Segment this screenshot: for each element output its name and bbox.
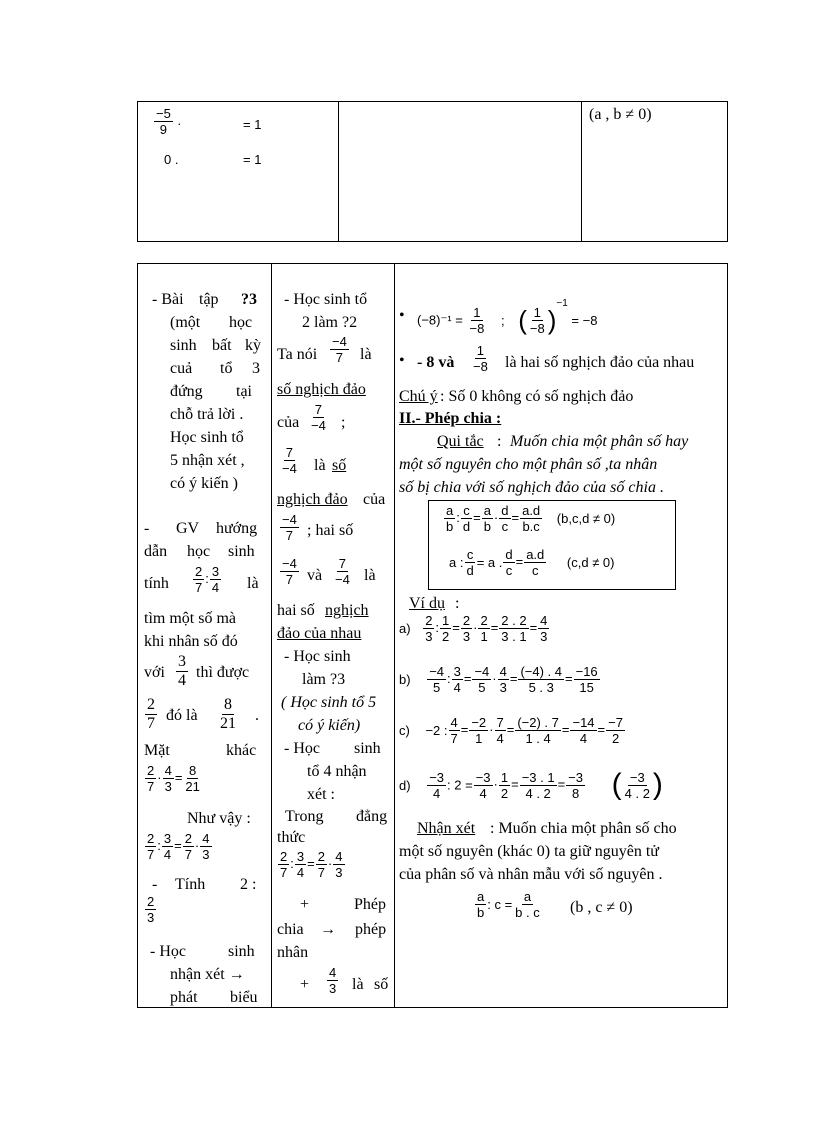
- example-b: b) $\frac{-4}{5}$ : $\frac{3}{4}$ = $\frac{-4}{5}$ · $\frac{4}{3}$ = $\frac{(-4) . 4}{5 . 3}$ = $\frac{-16}{15}$: [399, 664, 598, 695]
- top-eq2-lhs: 0 .: [164, 152, 179, 167]
- example-c: c) −2 : $\frac{4}{7}$ = $\frac{-2}{1}$ · $\frac{7}{4}$ = $\frac{(-2) . 7}{1 . 4}$ = $\frac{-14}{4}$ = $\frac{-7}{2}$: [399, 715, 623, 746]
- final-formula: $\frac{a}{b}$ : c = $\frac{a}{b . c}$: [477, 889, 540, 920]
- rule-formula-2: a : $\frac{c}{d}$ = a . $\frac{d}{c}$ = $\frac{a.d}{c}$ (c,d ≠ 0): [449, 547, 615, 578]
- example-d: d) $\frac{-3}{4}$ : 2 = $\frac{-3}{4}$ · $\frac{1}{2}$ = $\frac{-3 . 1}{4 . 2}$ = $\frac{-3}{8}$ ( $\frac{-3}{4 . 2}$ ): [399, 768, 663, 801]
- inverse-expr-1: (−8)⁻¹ = $\frac{1}{-8}$ ; ( $\frac{1}{-8}$ )$^{-1}$ = −8: [417, 298, 598, 337]
- example-a: a) $\frac{2}{3}$ : $\frac{1}{2}$ = $\frac{2}{3}$ · $\frac{2}{1}$ = $\frac{2 . 2}{3 . 1}$ = $\frac{4}{3}$: [399, 613, 548, 644]
- g3-expr: $\frac{2}{7}$ : $\frac{3}{4}$: [195, 564, 220, 595]
- bullet-icon: •: [399, 307, 405, 324]
- top-eq2-rhs: = 1: [243, 152, 262, 167]
- bullet-icon: •: [399, 352, 405, 369]
- g9-expr: $\frac{2}{7}$ · $\frac{4}{3}$ = $\frac{8}{21}$: [147, 763, 200, 794]
- top-eq1-rhs: = 1: [243, 117, 262, 132]
- rule-formula-1: $\frac{a}{b}$ : $\frac{c}{d}$ = $\frac{a}{b}$ · $\frac{d}{c}$ = $\frac{a.d}{b.c}$ (b,c,d ≠ 0): [446, 503, 616, 534]
- h15-expr: $\frac{2}{7}$ : $\frac{3}{4}$ = $\frac{2}{7}$ · $\frac{4}{3}$: [280, 849, 343, 880]
- top-condition: (a , b ≠ 0): [589, 106, 652, 123]
- top-eq1: $\frac{-5}{9}$ .: [156, 106, 182, 137]
- section-title: II.- Phép chia :: [399, 410, 502, 427]
- g11-expr: $\frac{2}{7}$ : $\frac{3}{4}$ = $\frac{2}{7}$ · $\frac{4}{3}$: [147, 831, 210, 862]
